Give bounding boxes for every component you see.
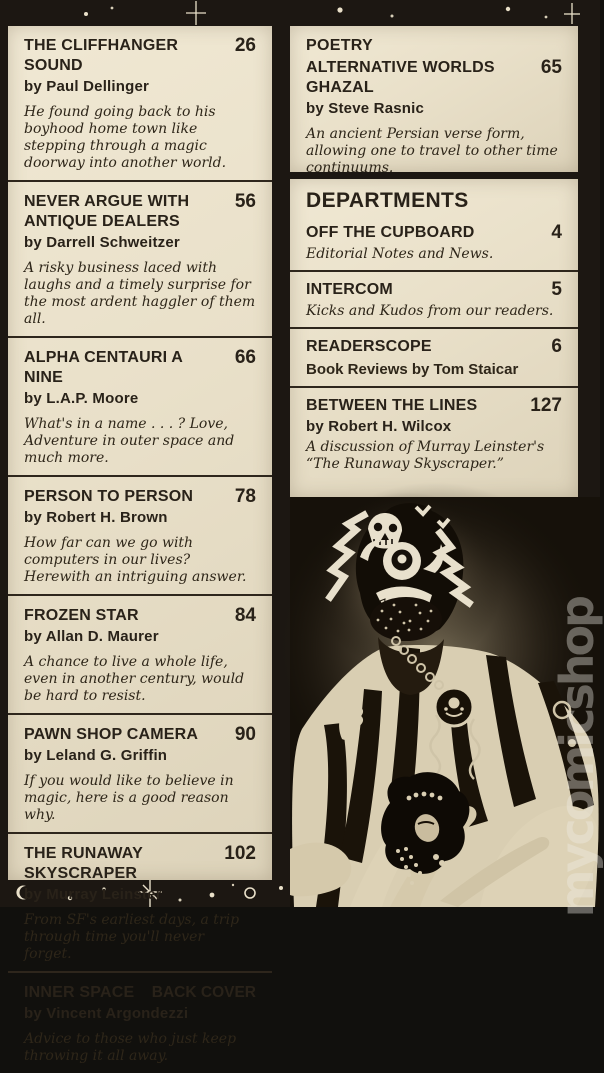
story-title: PERSON TO PERSON xyxy=(24,488,194,505)
department-title: OFF THE CUPBOARD xyxy=(306,224,475,241)
story-byline: by L.A.P. Moore xyxy=(24,390,139,407)
story-byline: by Leland G. Griffin xyxy=(24,747,168,764)
page-number: 84 xyxy=(234,605,256,626)
department-byline: by Robert H. Wilcox xyxy=(306,418,452,435)
page-number: 78 xyxy=(234,486,256,507)
page-number: 102 xyxy=(224,843,256,864)
toc-entry-alpha-centauri xyxy=(8,338,272,477)
department-description: Book Reviews by Tom Staicar xyxy=(306,361,519,378)
toc-entry-person-to-person xyxy=(8,477,272,596)
page-number: 6 xyxy=(551,336,562,357)
story-title: INNER SPACE xyxy=(24,984,135,1001)
department-description: A discussion of Murray Leinster's “The Runaway Skyscraper.” xyxy=(306,439,545,472)
story-description: If you would like to believe in magic, here is a good reason why. xyxy=(24,773,234,823)
toc-illustration xyxy=(290,497,600,907)
story-byline: by Paul Dellinger xyxy=(24,78,150,95)
story-description: Advice to those who just keep throwing it all away. xyxy=(24,1031,237,1064)
toc-entry-pawn-shop-camera xyxy=(8,715,272,834)
watermark: mycomicshop xyxy=(550,597,604,917)
story-description: From SF's earliest days, a trip through time you'll never forget. xyxy=(24,912,240,962)
story-title: NEVER ARGUE WITH ANTIQUE DEALERS xyxy=(24,193,190,230)
department-title: BETWEEN THE LINES xyxy=(306,397,478,414)
poem-title: ALTERNATIVE WORLDS GHAZAL xyxy=(306,59,495,96)
story-byline: by Murray Leinster xyxy=(24,886,162,903)
toc-entry-readerscope xyxy=(290,329,578,388)
poem-byline: by Steve Rasnic xyxy=(306,100,425,117)
departments-header: DEPARTMENTS xyxy=(306,189,469,212)
story-byline: by Vincent Argondezzi xyxy=(24,1005,189,1022)
department-title: INTERCOM xyxy=(306,281,393,298)
department-description: Kicks and Kudos from our readers. xyxy=(306,303,554,319)
story-description: He found going back to his boyhood home town like stepping through a magic doorway into another world. xyxy=(24,104,227,171)
toc-entry-inner-space xyxy=(8,973,272,1073)
poetry-section xyxy=(290,26,578,176)
page-number: 4 xyxy=(551,222,562,243)
toc-entry-cliffhanger-sound xyxy=(8,26,272,182)
department-title: READERSCOPE xyxy=(306,338,432,355)
page-number: 65 xyxy=(540,57,562,78)
story-byline: by Robert H. Brown xyxy=(24,509,168,526)
story-title: THE CLIFFHANGER SOUND xyxy=(24,37,179,74)
starfield-top xyxy=(0,0,600,26)
toc-entry-off-the-cupboard xyxy=(290,215,578,272)
poem-description: An ancient Persian verse form, allowing one to travel to other time continuums. xyxy=(306,126,558,176)
story-description: What's in a name . . . ? Love, Adventure in outer space and much more. xyxy=(24,416,235,466)
story-description: A chance to live a whole life, even in another century, would be hard to resist. xyxy=(24,654,245,704)
story-description: A risky business laced with laughs and a timely surprise for the most ardent haggler of them all. xyxy=(24,260,256,327)
page-number: 66 xyxy=(234,347,256,368)
page-number: BACK COVER xyxy=(151,984,256,1001)
story-title: ALPHA CENTAURI A NINE xyxy=(24,349,183,386)
toc-entry-never-argue xyxy=(8,182,272,338)
page-number: 127 xyxy=(530,395,562,416)
toc-entry-ghazal xyxy=(290,56,578,185)
toc-entry-intercom xyxy=(290,272,578,329)
departments-section xyxy=(290,179,578,497)
toc-entry-frozen-star xyxy=(8,596,272,715)
page-number: 26 xyxy=(234,35,256,56)
page-number: 56 xyxy=(234,191,256,212)
story-title: THE RUNAWAY SKYSCRAPER xyxy=(24,845,143,882)
page-number: 5 xyxy=(551,279,562,300)
poetry-section-label: POETRY xyxy=(306,37,373,54)
department-description: Editorial Notes and News. xyxy=(306,246,494,262)
toc-entry-runaway-skyscraper xyxy=(8,834,272,973)
story-title: PAWN SHOP CAMERA xyxy=(24,726,199,743)
story-byline: by Allan D. Maurer xyxy=(24,628,159,645)
story-description: How far can we go with computers in our lives? Herewith an intriguing answer. xyxy=(24,535,247,585)
story-title: FROZEN STAR xyxy=(24,607,139,624)
story-byline: by Darrell Schweitzer xyxy=(24,234,180,251)
feature-stories-column xyxy=(8,26,272,1064)
toc-entry-between-the-lines xyxy=(290,388,578,480)
page-number: 90 xyxy=(234,724,256,745)
